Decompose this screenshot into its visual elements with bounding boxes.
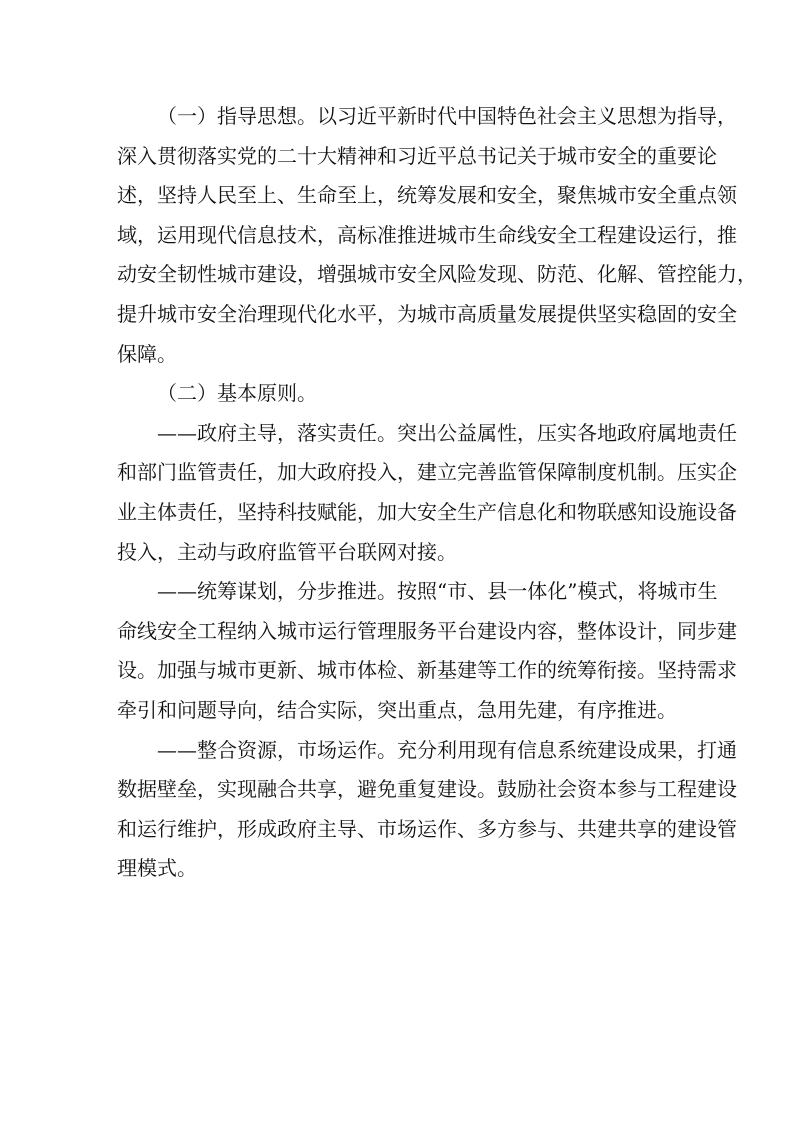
text-line: ——政府主导，落实责任。突出公益属性，压实各地政府属地责任 <box>157 420 737 445</box>
paragraph <box>117 97 757 374</box>
paragraph <box>117 414 737 572</box>
text-line: 域，运用现代信息技术，高标准推进城市生命线安全工程建设运行，推 <box>117 222 737 247</box>
paragraph <box>117 374 679 414</box>
text-line: 提升城市安全治理现代化水平，为城市高质量发展提供坚实稳固的安全 <box>117 301 737 326</box>
text-line: 和部门监管责任，加大政府投入，建立完善监管保障制度机制。压实企 <box>117 460 737 485</box>
text-line: 保障。 <box>117 341 177 366</box>
document-page <box>117 97 757 889</box>
text-line: 业主体责任，坚持科技赋能，加大安全生产信息化和物联感知设施设备 <box>117 499 737 524</box>
text-line: 数据壁垒，实现融合共享，避免重复建设。鼓励社会资本参与工程建设 <box>117 777 737 802</box>
text-line: 理模式。 <box>117 856 197 881</box>
text-line: 动安全韧性城市建设，增强城市安全风险发现、防范、化解、管控能力， <box>117 262 757 287</box>
text-line: （二）基本原则。 <box>157 381 317 406</box>
text-line: 和运行维护，形成政府主导、市场运作、多方参与、共建共享的建设管 <box>117 816 737 841</box>
text-line: 深入贯彻落实党的二十大精神和习近平总书记关于城市安全的重要论 <box>117 143 717 168</box>
text-line: 命线安全工程纳入城市运行管理服务平台建设内容，整体设计，同步建 <box>117 618 737 643</box>
paragraph <box>117 731 737 889</box>
text-line: 投入，主动与政府监管平台联网对接。 <box>117 539 457 564</box>
text-line: （一）指导思想。以习近平新时代中国特色社会主义思想为指导， <box>157 104 737 128</box>
text-line: 述，坚持人民至上、生命至上，统筹发展和安全，聚焦城市安全重点领 <box>117 183 737 208</box>
text-line: 设。加强与城市更新、城市体检、新基建等工作的统筹衔接。坚持需求 <box>117 658 737 683</box>
text-line: 牵引和问题导向，结合实际，突出重点，急用先建，有序推进。 <box>117 697 677 722</box>
text-line: ——统筹谋划，分步推进。按照“市、县一体化”模式，将城市生 <box>157 579 718 604</box>
text-line: ——整合资源，市场运作。充分利用现有信息系统建设成果，打通 <box>157 737 737 762</box>
paragraph <box>117 572 737 730</box>
